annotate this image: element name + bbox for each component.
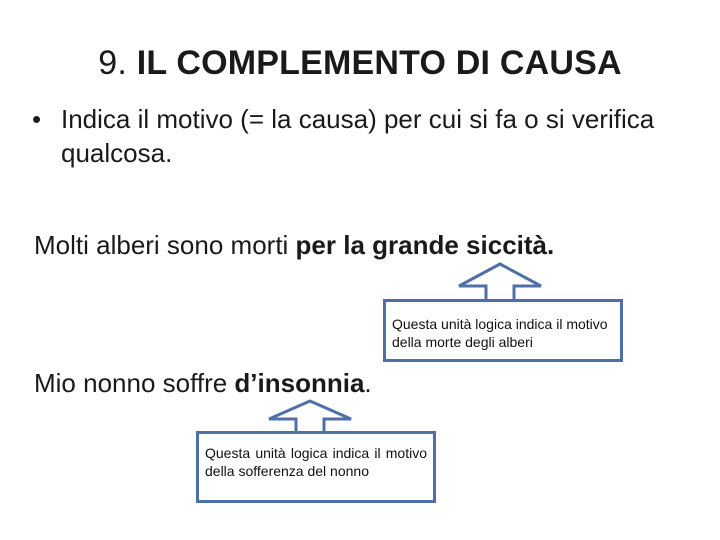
- example-1-plain: Molti alberi sono morti: [34, 230, 296, 260]
- callout-2-text: Questa unità logica indica il motivo della sofferenza del nonno: [205, 445, 427, 479]
- definition-text: Indica il motivo (= la causa) per cui si fa o si verifica qualcosa.: [61, 104, 655, 168]
- title-text: IL COMPLEMENTO DI CAUSA: [136, 44, 622, 82]
- bullet-icon: •: [32, 104, 42, 134]
- example-1-end: .: [547, 230, 555, 260]
- callout-1-arrow-icon: [455, 262, 545, 304]
- callout-1-text: Questa unità logica indica il motivo della morte degli alberi: [392, 316, 608, 350]
- example-sentence-1: [34, 230, 554, 261]
- example-2-highlight: d’insonnia: [234, 368, 365, 398]
- example-2-end: .: [364, 368, 372, 398]
- slide-title: [0, 44, 720, 83]
- callout-box-1: [383, 299, 623, 362]
- callout-2-arrow-icon: [265, 399, 355, 435]
- example-1-highlight: per la grande siccità: [295, 230, 547, 260]
- example-sentence-2: [34, 368, 372, 399]
- title-number: 9.: [98, 44, 128, 82]
- example-2-plain: Mio nonno soffre: [34, 368, 235, 398]
- callout-box-2: [196, 431, 436, 503]
